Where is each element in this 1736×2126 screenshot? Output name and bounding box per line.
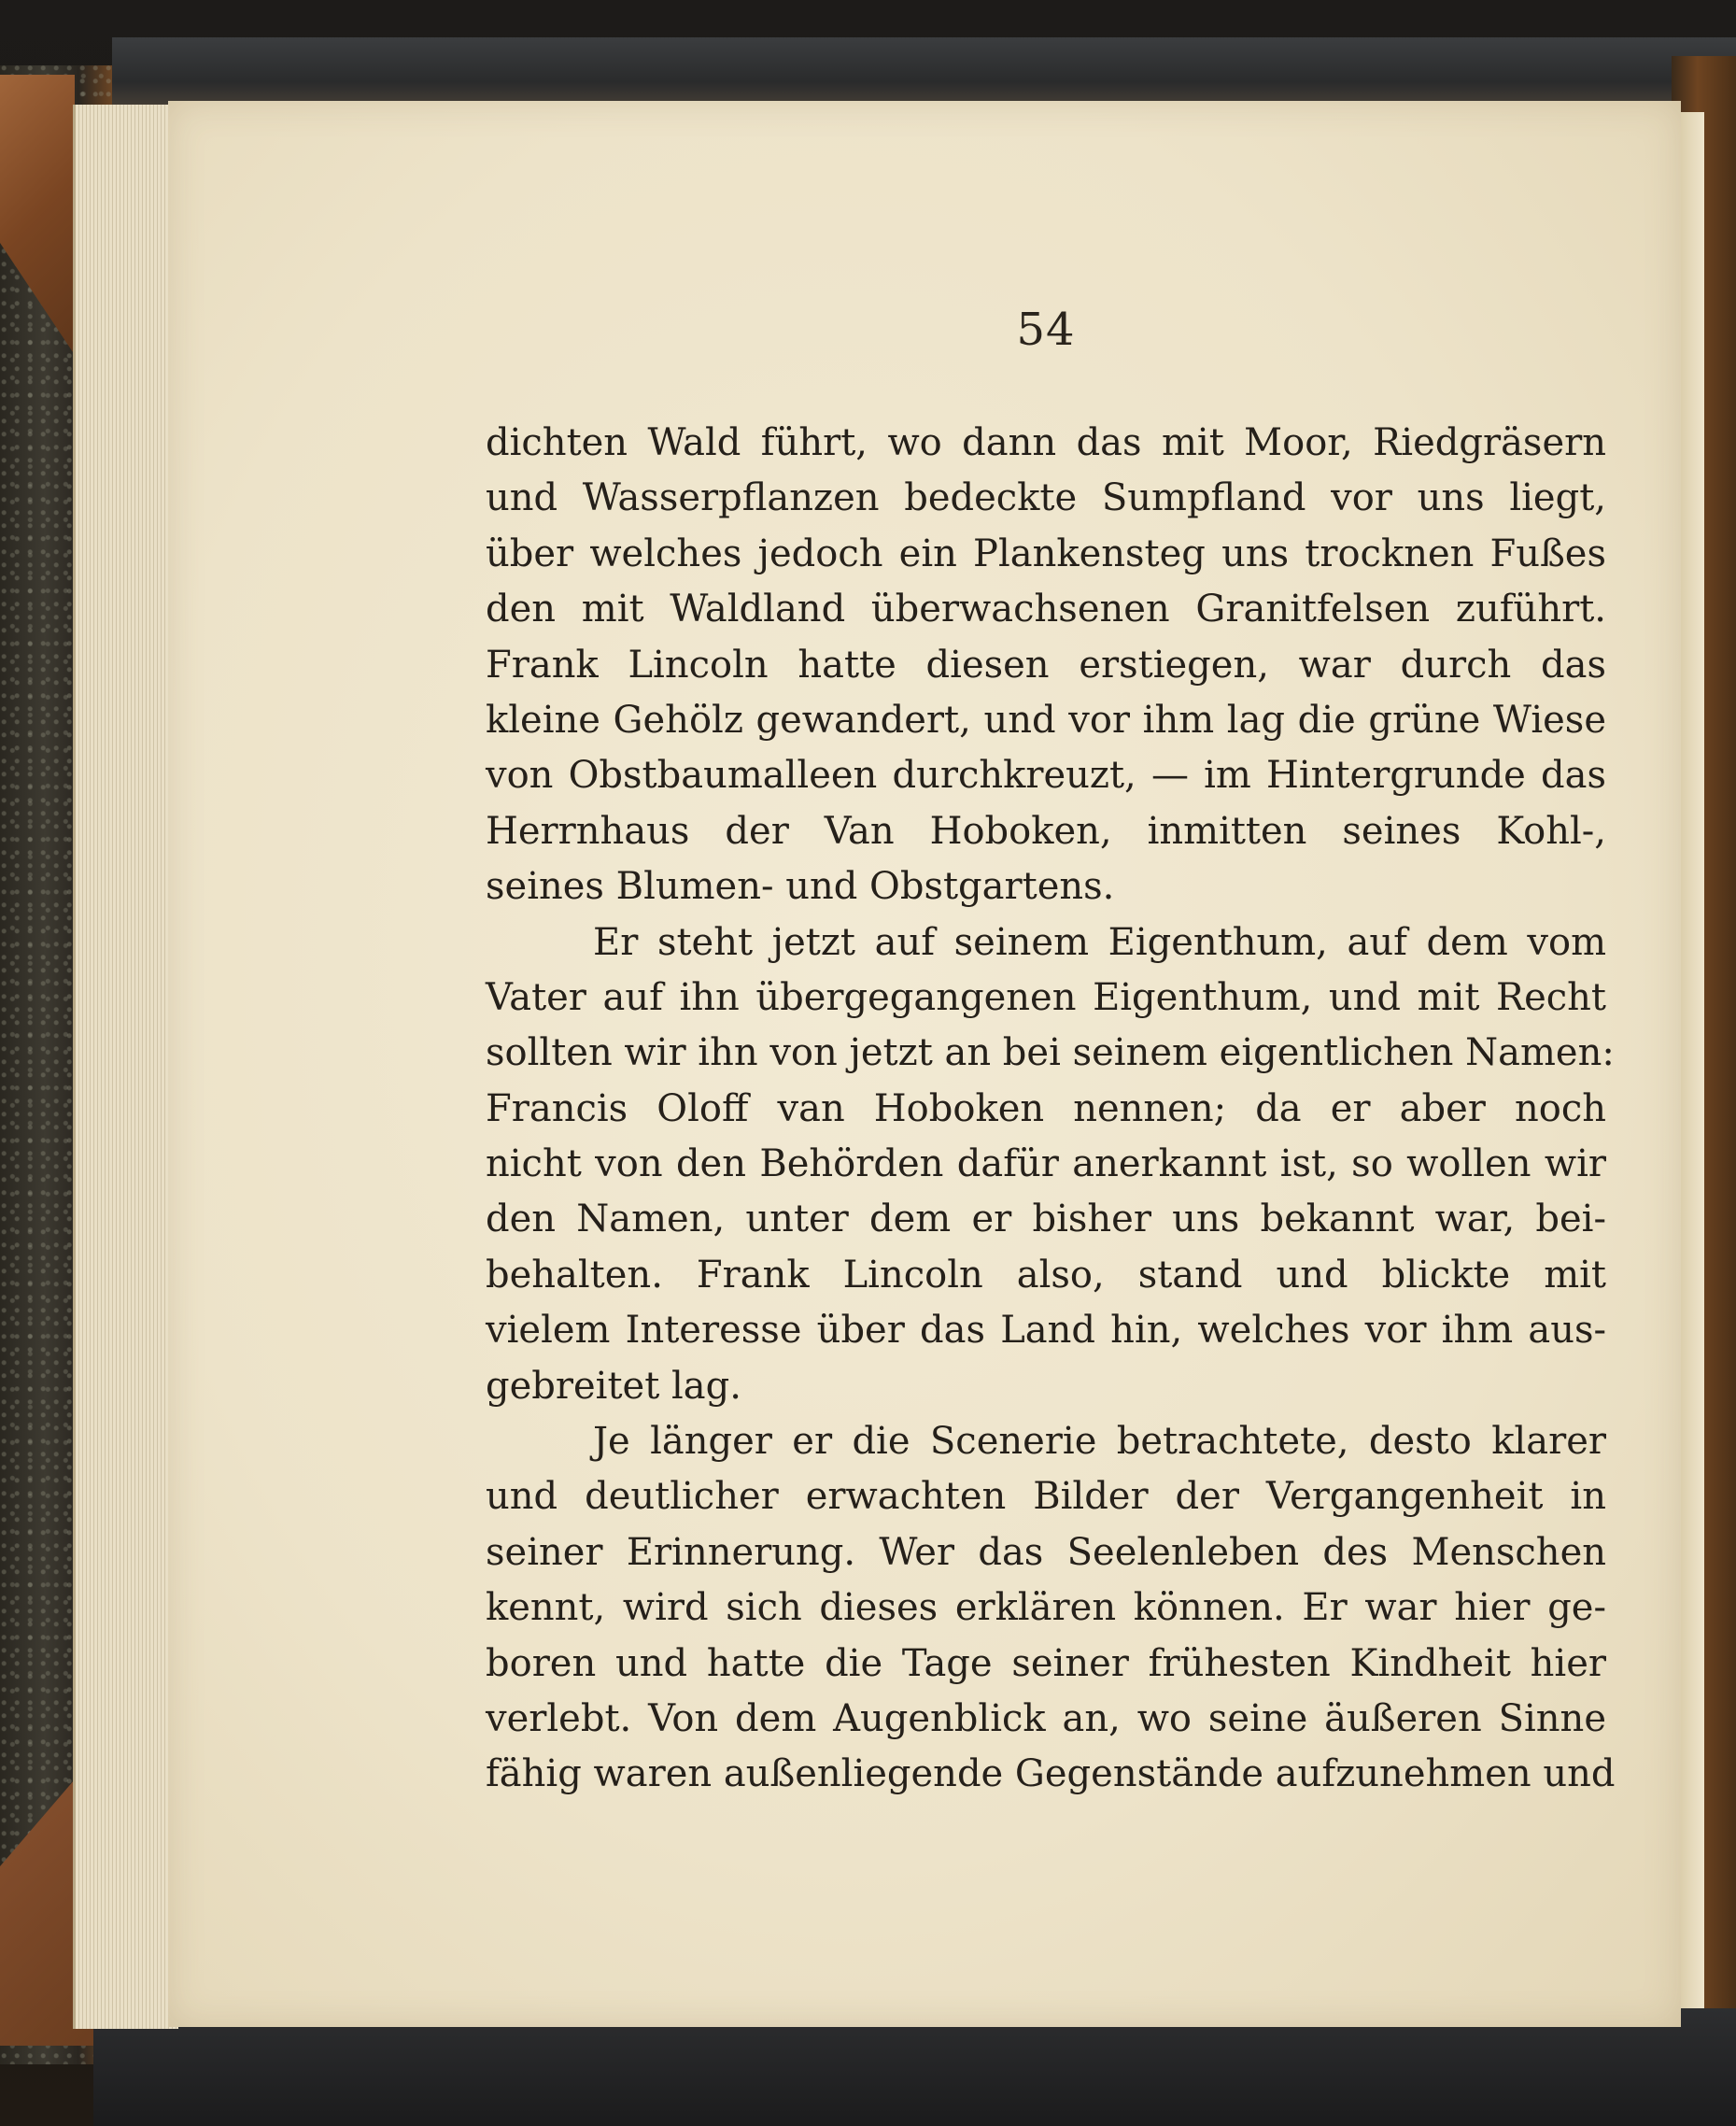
text-line: Je länger er die Scenerie betrachtete, desto klarer [593,1420,1606,1464]
text-line: behalten. Frank Lincoln also, stand und blickte mit [486,1253,1606,1297]
page-number: 54 [1016,304,1076,356]
text-line: Herrnhaus der Van Hoboken, inmitten seines Kohl-, [486,809,1606,853]
text-line: nicht von den Behörden dafür anerkannt ist, so wollen wir [486,1142,1606,1186]
page-text [486,416,1616,1803]
text-line: verlebt. Von dem Augenblick an, wo seine äußeren Sinne [486,1696,1606,1740]
text-line: gebreitet lag. [486,1364,741,1408]
text-line: und Wasserpflanzen bedeckte Sumpfland vor uns liegt, [486,476,1606,520]
text-line: den mit Waldland überwachsenen Granitfelsen zuführt. [486,588,1606,631]
text-line: fähig waren außenliegende Gegenstände aufzunehmen und [486,1752,1616,1796]
text-line: dichten Wald führt, wo dann das mit Moor, Riedgräsern [486,421,1606,464]
text-line: Vater auf ihn übergegangenen Eigenthum, und mit Recht [486,975,1606,1019]
text-line: Er steht jetzt auf seinem Eigenthum, auf dem vom [593,920,1606,964]
text-line: kennt, wird sich dieses erklären können. Er war hier ge- [486,1586,1606,1630]
text-line: boren und hatte die Tage seiner frühesten Kindheit hier [486,1641,1606,1685]
text-line: und deutlicher erwachten Bilder der Vergangenheit in [486,1475,1606,1519]
text-line: Frank Lincoln hatte diesen erstiegen, war durch das [486,643,1606,687]
text-line: vielem Interesse über das Land hin, welches vor ihm aus- [486,1309,1606,1353]
text-line: über welches jedoch ein Plankensteg uns trocknen Fußes [486,532,1606,575]
text-line: Francis Oloff van Hoboken nennen; da er aber noch [486,1086,1606,1130]
text-line: seiner Erinnerung. Wer das Seelenleben des Menschen [486,1530,1606,1574]
page-block-edges [73,105,178,2029]
text-line: kleine Gehölz gewandert, und vor ihm lag die grüne Wiese [486,698,1606,742]
text-line: sollten wir ihn von jetzt an bei seinem eigentlichen Namen: [486,1031,1615,1075]
text-line: von Obstbaumalleen durchkreuzt, — im Hintergrunde das [486,754,1606,798]
text-line: seines Blumen- und Obstgartens. [486,865,1115,909]
text-line: den Namen, unter dem er bisher uns bekannt war, bei- [486,1198,1606,1241]
